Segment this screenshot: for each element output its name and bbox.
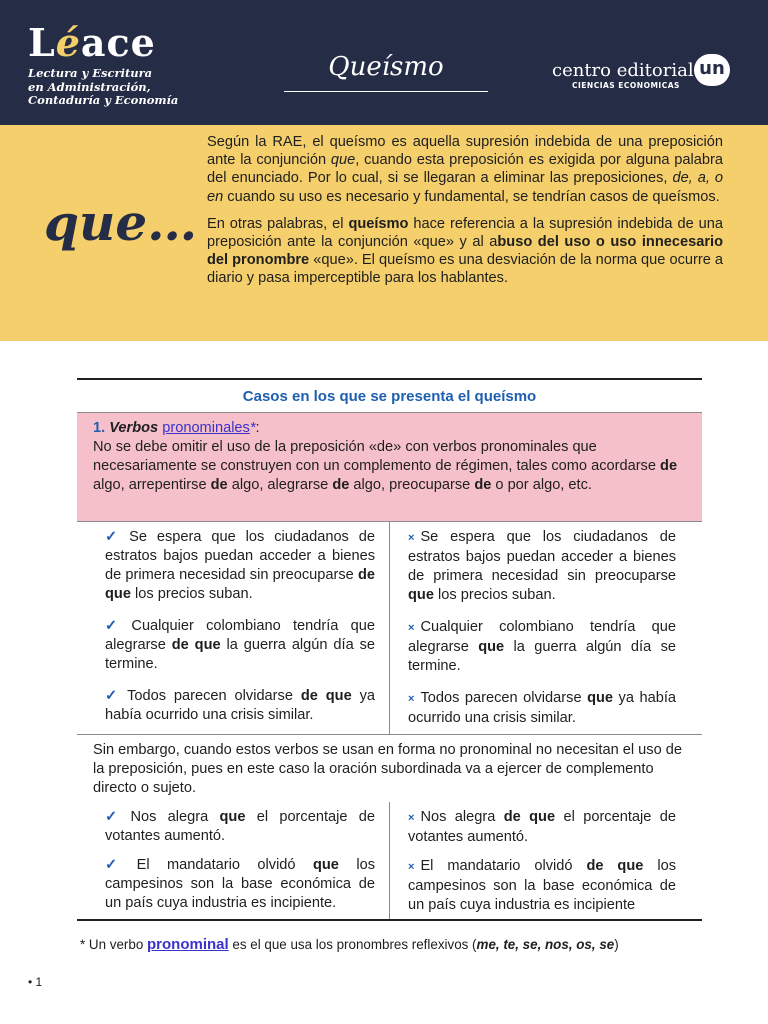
publisher-name: centro editorial (552, 60, 694, 81)
section-body: No se debe omitir el uso de la preposición «de» con verbos pronominales que necesariamente se construyen con un complemento de régimen, tales como acordarse de algo, arrepentirse de algo, alegrarse de algo, preocuparse de o por algo, etc. (93, 439, 678, 493)
cross-icon: × (408, 622, 415, 634)
table-bottom-rule (77, 919, 702, 921)
pronominal-link[interactable]: pronominal (147, 936, 229, 953)
incorrect-column (389, 802, 702, 919)
incorrect-example: × Cualquier colombiano tendría que alegrarse que la guerra algún día se termine. (408, 619, 676, 674)
check-icon: ✓ (105, 688, 122, 704)
cases-table (77, 378, 702, 921)
check-icon: ✓ (105, 809, 125, 825)
examples-group-2 (77, 802, 702, 919)
table-title: Casos en los que se presenta el queísmo (242, 388, 537, 405)
header-banner (0, 0, 768, 125)
incorrect-example: × Todos parecen olvidarse que ya había ocurrido una crisis similar. (408, 690, 676, 726)
cross-icon: × (408, 812, 415, 824)
title-underline (284, 91, 488, 92)
page-number: • 1 (28, 975, 43, 989)
que-heading: que… (44, 193, 198, 252)
logo-subtitle: Lectura y Escritura en Administración, Contaduría y Economía (28, 66, 179, 107)
cross-icon: × (408, 861, 415, 873)
incorrect-example: × El mandatario olvidó de que los campesinos son la base económica de un país cuya industria es incipiente (408, 858, 676, 913)
cross-icon: × (408, 532, 415, 544)
check-icon: ✓ (105, 857, 131, 873)
footnote: * Un verbo pronominal es el que usa los pronombres reflexivos (me, te, se, nos, os, se) (80, 936, 619, 953)
correct-example: ✓ Cualquier colombiano tendría que alegrarse de que la guerra algún día se termine. (105, 618, 375, 672)
correct-example: ✓ Todos parecen olvidarse de que ya había ocurrido una crisis similar. (105, 688, 376, 723)
examples-group-1 (77, 522, 702, 734)
correct-example: ✓ El mandatario olvidó que los campesinos son la base económica de un país cuya industria es incipiente. (105, 857, 375, 911)
publisher-subtitle: CIENCIAS ECONOMICAS (572, 81, 680, 90)
section-heading: 1. Verbos pronominales*: (93, 420, 260, 436)
check-icon: ✓ (105, 618, 126, 634)
correct-example: ✓ Se espera que los ciudadanos de estratos bajos puedan acceder a bienes de primera necesidad sin preocuparse de que los precios suban. (105, 529, 375, 602)
section-pronominal-verbs (77, 413, 702, 521)
incorrect-example: × Nos alegra de que el porcentaje de votantes aumentó. (408, 809, 676, 845)
check-icon: ✓ (105, 529, 124, 545)
pronominales-link[interactable]: pronominales (162, 420, 250, 436)
cross-icon: × (408, 693, 415, 705)
un-logo: un (694, 54, 730, 86)
intro-section (0, 125, 768, 341)
correct-column (77, 802, 389, 919)
incorrect-column (389, 522, 702, 734)
intro-paragraph-2: En otras palabras, el queísmo hace referencia a la supresión indebida de una preposición ante la conjunción «que» y al abuso del uso o uso innecesario del pronombre «que». El queísmo es una desviación de la norma que ocurre a diario y pasa imperceptible para los hablantes. (207, 215, 723, 287)
non-pronominal-note: Sin embargo, cuando estos verbos se usan en forma no pronominal no necesitan el uso de la preposición, pues en este caso la oración subordinada va a ejercer de complemento directo o sujeto. (93, 742, 682, 796)
correct-column (77, 522, 389, 734)
incorrect-example: × Se espera que los ciudadanos de estratos bajos puedan acceder a bienes de primera necesidad sin preocuparse que los precios suban. (408, 529, 676, 603)
correct-example: ✓ Nos alegra que el porcentaje de votantes aumentó. (105, 809, 375, 844)
leace-logo: Léace (28, 20, 156, 65)
page-title: Queísmo (328, 52, 444, 82)
intro-paragraph-1: Según la RAE, el queísmo es aquella supresión indebida de una preposición ante la conjunción que, cuando esta preposición es exigida por alguna palabra del enunciado. Por lo cual, si se llegaran a eliminar las preposiciones, de, a, o en cuando su uso es necesario y fundamental, se tendrían casos de queísmos. (207, 134, 723, 205)
intro-text (207, 133, 723, 288)
